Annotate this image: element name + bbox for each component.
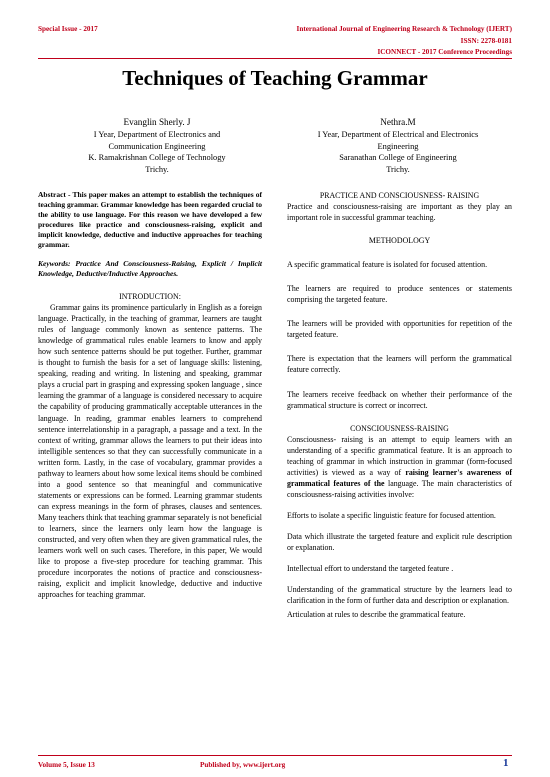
consciousness-text-a: Consciousness- raising is an attempt to equip learners with an understanding of a specific grammatical feature. It is an approach to teaching of grammar in which instruction in grammar (form-focused activities) is viewed as a way of (287, 434, 512, 477)
header-journal: International Journal of Engineering Research & Technology (IJERT) (296, 25, 512, 33)
author-2-city: Trichy. (386, 165, 410, 175)
methodology-item: The learners will be provided with opportunities for repetition of the targeted feature. (287, 319, 512, 340)
intro-heading: INTRODUCTION: (119, 292, 181, 301)
author-2 (293, 117, 503, 176)
consciousness-text (287, 434, 512, 500)
author-2-name: Nethra.M (380, 117, 416, 127)
author-2-dept2: Engineering (377, 141, 419, 151)
author-1-dept: I Year, Department of Electronics and (93, 129, 221, 139)
footer-rule (38, 755, 512, 756)
practice-text: Practice and consciousness-raising are important as they play an important role in successful grammar teaching. (287, 202, 512, 223)
consciousness-item: Articulation at rules to describe the grammatical feature. (287, 610, 466, 620)
author-1-college: K. Ramakrishnan College of Technology (88, 153, 226, 163)
left-column (38, 190, 262, 600)
practice-heading: PRACTICE AND CONSCIOUSNESS- RAISING (319, 191, 480, 200)
author-1 (52, 117, 262, 176)
header-conference: ICONNECT - 2017 Conference Proceedings (377, 48, 512, 56)
author-2-dept: I Year, Department of Electrical and Electronics (317, 129, 479, 139)
header-issn: ISSN: 2278-0181 (460, 37, 512, 45)
footer-publisher: Published by, www.ijert.org (200, 761, 286, 769)
page-number: 1 (503, 757, 509, 769)
paper-title: Techniques of Teaching Grammar (122, 66, 428, 90)
methodology-item: The learners receive feedback on whether their performance of the grammatical structure is correct or incorrect. (287, 389, 512, 410)
methodology-item: A specific grammatical feature is isolated for focused attention. (287, 260, 488, 270)
consciousness-text-bold: raising learner's awareness of grammatical features of the (287, 467, 512, 488)
author-2-college: Saranathan College of Engineering (339, 153, 457, 163)
header-left: Special Issue - 2017 (38, 25, 98, 33)
consciousness-item: Intellectual effort to understand the targeted feature . (287, 564, 454, 574)
consciousness-item: Understanding of the grammatical structure by the learners lead to clarification in the form of further data and description or explanation. (287, 585, 512, 606)
methodology-item: There is expectation that the learners will perform the grammatical feature correctly. (287, 354, 512, 375)
consciousness-heading: CONSCIOUSNESS-RAISING (350, 423, 449, 433)
keywords: Keywords: Practice And Consciousness-Raising, Explicit / Implicit Knowledge, Deductive/Inductive Approaches. (38, 259, 262, 278)
intro-paragraph: Grammar gains its prominence particularly in English as a foreign language. Practically, in the teaching of grammar, learners are taught rules of language commonly known as sentence patterns. The knowledge of grammatical rules enable learners to know and apply how such sentence patterns should be put together. Further, grammar is thought to furnish the basis for a set of language skills: listening, speaking, reading and writing. In listening and speaking, grammar plays a crucial part in grasping and expressing spoken language , since learning the grammar of a language is considered necessary to acquire the capability of producing grammatically acceptable utterances in the language. In reading, grammar enables learners to comprehend sentence interrelationship in a paragraph, a passage and a text. In the context of writing, grammar allows the learners to put their ideas into intelligible sentences so that they can successfully communicate in a written form. Lastly, in the case of vocabulary, grammar provides a pathway to learners about how some lexical items should be combined into a good sentence so that meaningful and communicative statements or expressions can be formed. Learning grammar students can express meanings in the form of phrases, clauses and sentences. Many teachers think that teaching grammar separately is not beneficial to learners, since the learners only learn how the language is constructed, and very often when they are given grammatical rules, the learners work well on such cases. Therefore, in this paper, We would like to propose a five-step procedure for teaching grammar. This procedure incorporates the notions of practice and consciousness-raising, explicit and implicit knowledge, deductive and inductive approaches for teaching grammar. (38, 303, 262, 600)
methodology-item: The learners are required to produce sentences or statements comprising the targeted feature. (287, 284, 512, 305)
header-rule (38, 58, 512, 59)
author-1-name: Evanglin Sherly. J (123, 117, 191, 127)
consciousness-item: Efforts to isolate a specific linguistic feature for focused attention. (287, 510, 496, 520)
author-1-dept2: Communication Engineering (108, 141, 206, 151)
author-1-city: Trichy. (145, 165, 169, 175)
methodology-heading: METHODOLOGY (368, 236, 431, 246)
consciousness-item: Data which illustrate the targeted feature and explicit rule description or explanation. (287, 531, 512, 553)
consciousness-text-b: language. The main characteristics of consciousness-raising activities involve: (287, 478, 512, 499)
right-column (287, 190, 512, 620)
footer-volume: Volume 5, Issue 13 (38, 761, 95, 769)
abstract: Abstract - This paper makes an attempt to establish the techniques of teaching grammar. Grammar knowledge has been regarded crucial to the ability to use language. For this reason we have developed a few procedures like practice and consciousness-raising, explicit and implicit knowledge, deductive and inductive approaches for teaching grammar. (38, 190, 262, 249)
